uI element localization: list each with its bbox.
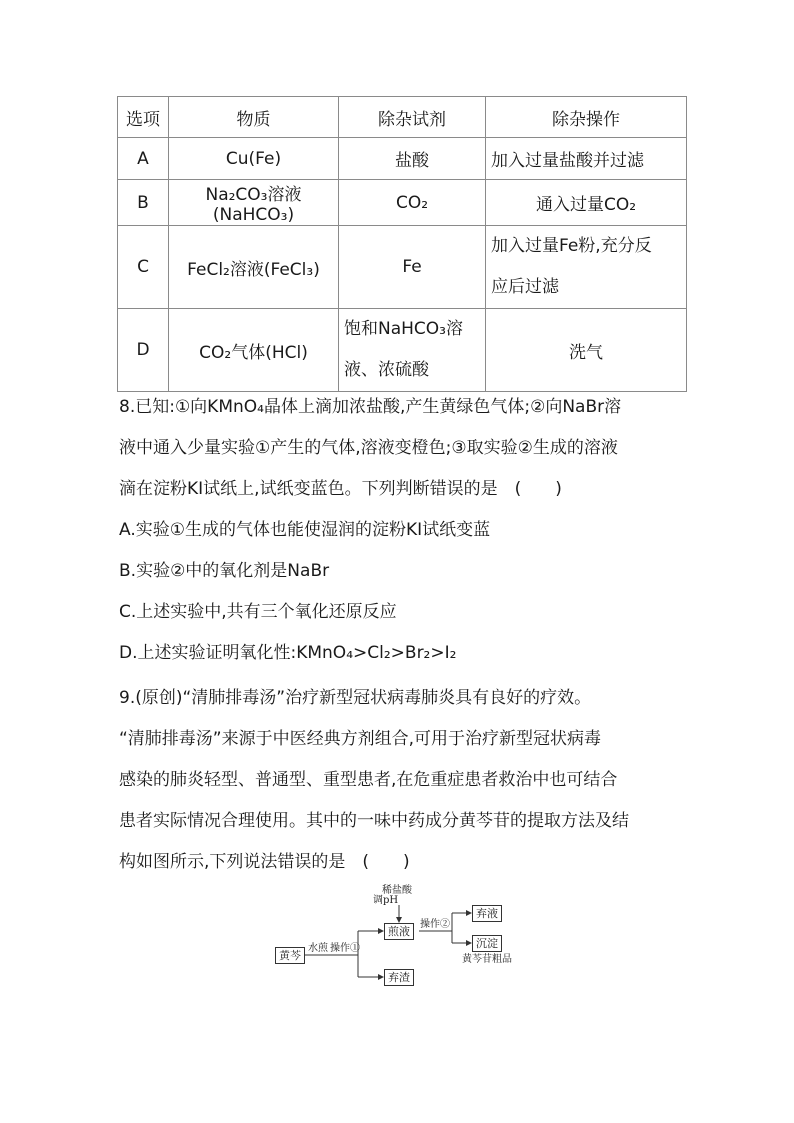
cell-operation xyxy=(486,226,687,309)
op2-label: 操作② xyxy=(420,919,450,930)
table-row xyxy=(118,226,687,309)
cell-operation: 加入过量盐酸并过滤 xyxy=(486,138,687,180)
residue-box: 弃渣 xyxy=(384,969,414,986)
cell-reagent: Fe xyxy=(339,226,486,309)
water-boil-label: 水煎 xyxy=(308,943,328,954)
question-text-line: 8.已知:①向KMnO₄晶体上滴加浓盐酸,产生黄绿色气体;②向NaBr溶 xyxy=(119,397,622,417)
cell-substance: Cu(Fe) xyxy=(169,138,339,180)
adjust-ph-label: 调pH xyxy=(373,895,399,906)
cell-option: C xyxy=(118,226,169,309)
question-text-line: 构如图所示,下列说法错误的是 ( ) xyxy=(119,852,410,872)
cell-reagent-line: 液、浓硫酸 xyxy=(344,360,429,380)
header-option: 选项 xyxy=(118,97,169,138)
question-text-line: 滴在淀粉KI试纸上,试纸变蓝色。下列判断错误的是 ( ) xyxy=(119,479,562,499)
cell-operation-line: 加入过量Fe粉,充分反 xyxy=(491,236,652,256)
cell-option: B xyxy=(118,180,169,226)
question-8 xyxy=(119,387,689,674)
cell-option: D xyxy=(118,309,169,392)
option-d: D.上述实验证明氧化性:KMnO₄>Cl₂>Br₂>I₂ xyxy=(119,643,457,663)
option-b: B.实验②中的氧化剂是NaBr xyxy=(119,561,330,581)
option-a: A.实验①生成的气体也能使湿润的淀粉KI试纸变蓝 xyxy=(119,520,491,540)
cell-reagent: CO₂ xyxy=(339,180,486,226)
op1-label: 操作① xyxy=(330,943,360,954)
cell-operation-line: 应后过滤 xyxy=(491,277,559,297)
precipitate-box: 沉淀 xyxy=(472,935,502,952)
question-text-line: 9.(原创)“清肺排毒汤”治疗新型冠状病毒肺炎具有良好的疗效。 xyxy=(119,688,592,708)
option-c: C.上述实验中,共有三个氧化还原反应 xyxy=(119,602,397,622)
options-table xyxy=(117,96,687,392)
cell-reagent: 盐酸 xyxy=(339,138,486,180)
table-header-row xyxy=(118,97,687,138)
question-text-line: “清肺排毒汤”来源于中医经典方剂组合,可用于治疗新型冠状病毒 xyxy=(119,729,602,749)
extraction-flow-diagram xyxy=(270,885,540,995)
cell-reagent-line: 饱和NaHCO₃溶 xyxy=(344,319,463,339)
cell-reagent xyxy=(339,309,486,392)
cell-substance: CO₂气体(HCl) xyxy=(169,309,339,392)
table-row xyxy=(118,138,687,180)
decoction-box: 煎液 xyxy=(384,923,414,940)
header-reagent: 除杂试剂 xyxy=(339,97,486,138)
cell-operation: 洗气 xyxy=(486,309,687,392)
question-text-line: 感染的肺炎轻型、普通型、重型患者,在危重症患者救治中也可结合 xyxy=(119,770,618,790)
question-text-line: 液中通入少量实验①产生的气体,溶液变橙色;③取实验②生成的溶液 xyxy=(119,438,618,458)
header-operation: 除杂操作 xyxy=(486,97,687,138)
cell-substance: FeCl₂溶液(FeCl₃) xyxy=(169,226,339,309)
acid-label: 稀盐酸 xyxy=(382,885,412,896)
table-row xyxy=(118,180,687,226)
question-text-line: 患者实际情况合理使用。其中的一味中药成分黄芩苷的提取方法及结 xyxy=(119,811,629,831)
header-substance: 物质 xyxy=(169,97,339,138)
question-9 xyxy=(119,678,689,883)
table-row xyxy=(118,309,687,392)
cell-substance: Na₂CO₃溶液(NaHCO₃) xyxy=(169,180,339,226)
crude-product-label: 黄芩苷粗品 xyxy=(462,954,512,965)
cell-option: A xyxy=(118,138,169,180)
cell-operation: 通入过量CO₂ xyxy=(486,180,687,226)
start-box: 黄芩 xyxy=(275,947,305,964)
discard-liquid-box: 弃液 xyxy=(472,905,502,922)
